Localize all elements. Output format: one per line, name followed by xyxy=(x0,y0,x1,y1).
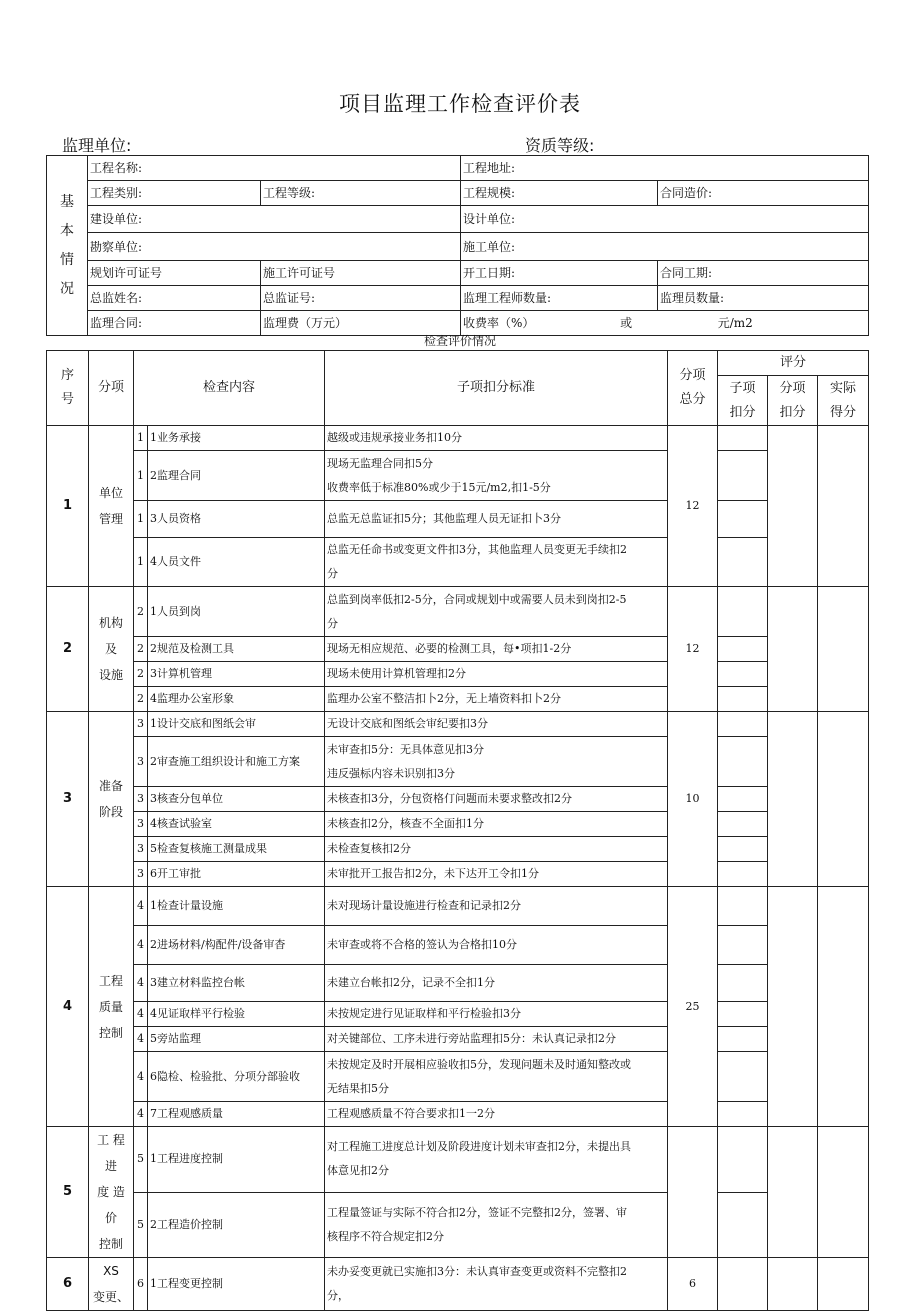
sub-deduct-cell[interactable] xyxy=(718,926,768,965)
section-name-line: 度 造 价 xyxy=(97,1185,125,1225)
section-name-line: 变更、 xyxy=(92,1290,129,1304)
row-num: 2 xyxy=(134,662,148,687)
section-name xyxy=(89,712,134,887)
deduction-criteria xyxy=(325,426,668,451)
sub-deduct-cell[interactable] xyxy=(718,837,768,862)
col-seq-line: 序 xyxy=(60,368,74,383)
table-row xyxy=(47,812,869,837)
section-name-line: 及 xyxy=(104,642,117,656)
row-num: 2 xyxy=(134,637,148,662)
actual-score-cell[interactable] xyxy=(818,1258,869,1311)
designer-cell: 设计单位: xyxy=(461,206,869,233)
criteria-line: 分， xyxy=(327,1289,350,1302)
project-address-cell: 工程地址: xyxy=(461,156,869,181)
row-num: 4 xyxy=(134,1002,148,1027)
criteria-line: 未办妥变更就已实施扣3分：未认真审查变更或资料不完整扣2 xyxy=(327,1265,628,1278)
col-actual-line: 得分 xyxy=(830,404,857,420)
deduction-criteria xyxy=(325,1002,668,1027)
actual-score-cell[interactable] xyxy=(818,712,869,887)
builder-cell: 建设单位: xyxy=(88,206,461,233)
basic-info-table xyxy=(46,155,869,336)
deduction-criteria xyxy=(325,862,668,887)
check-content: 4核查试验室 xyxy=(148,812,325,837)
col-criteria: 子项扣分标准 xyxy=(325,351,668,426)
planning-permit-cell: 规划许可证号 xyxy=(88,261,261,286)
col-actual xyxy=(818,376,869,426)
sub-deduct-cell[interactable] xyxy=(718,887,768,926)
table-row xyxy=(47,887,869,926)
sub-deduct-cell[interactable] xyxy=(718,662,768,687)
col-total-line: 总分 xyxy=(679,392,706,407)
contract-price-cell: 合同造价: xyxy=(658,181,869,206)
section-seq: 2 xyxy=(47,587,89,712)
row-num: 3 xyxy=(134,862,148,887)
criteria-line: 现场无相应规范、必要的检测工具，每•项扣1-2分 xyxy=(327,642,572,655)
check-content: 2监理合同 xyxy=(148,451,325,501)
table-row xyxy=(47,501,869,538)
sub-deduct-cell[interactable] xyxy=(718,587,768,637)
check-content: 1工程变更控制 xyxy=(148,1258,325,1311)
actual-score-cell[interactable] xyxy=(818,887,869,1127)
section-total xyxy=(668,1127,718,1258)
deduction-criteria xyxy=(325,887,668,926)
section-total: 12 xyxy=(668,587,718,712)
sub-deduct-cell[interactable] xyxy=(718,501,768,538)
col-item-deduct xyxy=(768,376,818,426)
check-content: 4见证取样平行检验 xyxy=(148,1002,325,1027)
row-num: 3 xyxy=(134,712,148,737)
row-num: 1 xyxy=(134,501,148,538)
row-num: 3 xyxy=(134,837,148,862)
row-num: 3 xyxy=(134,787,148,812)
row-num: 5 xyxy=(134,1192,148,1258)
table-row xyxy=(47,1002,869,1027)
sub-deduct-cell[interactable] xyxy=(718,737,768,787)
criteria-line: 未核查扣2分，核查不全面扣1分 xyxy=(327,817,485,830)
deduction-criteria xyxy=(325,1027,668,1052)
check-content: 1设计交底和图纸会审 xyxy=(148,712,325,737)
or-label: 或 xyxy=(620,316,633,330)
item-deduct-cell[interactable] xyxy=(768,1258,818,1311)
criteria-line: 现场无监理合同扣5分 xyxy=(327,456,434,470)
criteria-line: 未审批开工报告扣2分，未下达开工令扣1分 xyxy=(327,867,540,880)
item-deduct-cell[interactable] xyxy=(768,426,818,587)
col-sub-deduct xyxy=(718,376,768,426)
table-row xyxy=(47,926,869,965)
deduction-criteria xyxy=(325,501,668,538)
table-row xyxy=(47,1127,869,1193)
criteria-line: 对关键部位、工序未进行旁站监理扣5分：未认真记录扣2分 xyxy=(327,1032,617,1045)
project-scale-cell: 工程规模: xyxy=(461,181,658,206)
item-deduct-cell[interactable] xyxy=(768,712,818,887)
check-content: 1检查计量设施 xyxy=(148,887,325,926)
table-row xyxy=(47,737,869,787)
check-content: 2规范及检测工具 xyxy=(148,637,325,662)
criteria-line: 总监到岗率低扣2-5分，合同或规划中或需要人员未到岗扣2-5 xyxy=(327,592,627,606)
check-content: 5检查复核施工测量成果 xyxy=(148,837,325,862)
table-row xyxy=(47,965,869,1002)
check-content: 3核查分包单位 xyxy=(148,787,325,812)
section-seq: 4 xyxy=(47,887,89,1127)
criteria-line: 核程序不符合规定扣2分 xyxy=(327,1229,445,1243)
sub-deduct-cell[interactable] xyxy=(718,451,768,501)
contract-period-cell: 合同工期: xyxy=(658,261,869,286)
fee-rate-label: 收费率（%） xyxy=(463,316,535,330)
section-seq: 5 xyxy=(47,1127,89,1258)
table-row xyxy=(47,687,869,712)
table-row xyxy=(47,1052,869,1102)
sub-deduct-cell[interactable] xyxy=(718,965,768,1002)
table-row xyxy=(47,1192,869,1258)
col-content: 检查内容 xyxy=(134,351,325,426)
basic-info-side-label xyxy=(47,156,88,336)
col-seq xyxy=(47,351,89,426)
deduction-criteria xyxy=(325,687,668,712)
section-total: 6 xyxy=(668,1258,718,1311)
deduction-criteria xyxy=(325,1052,668,1102)
table-row xyxy=(47,538,869,587)
sub-deduct-cell[interactable] xyxy=(718,538,768,587)
staff-count-cell: 监理员数量: xyxy=(658,286,869,311)
criteria-line: 收费率低于标准80%或少于15元/m2,扣1-5分 xyxy=(327,480,551,494)
sub-deduct-cell[interactable] xyxy=(718,1102,768,1127)
col-category: 分项 xyxy=(89,351,134,426)
sub-deduct-cell[interactable] xyxy=(718,1127,768,1193)
table-row xyxy=(47,662,869,687)
criteria-line: 分 xyxy=(327,616,339,630)
col-total xyxy=(668,351,718,426)
engineer-count-cell: 监理工程师数量: xyxy=(461,286,658,311)
row-num: 1 xyxy=(134,538,148,587)
sub-deduct-cell[interactable] xyxy=(718,862,768,887)
criteria-line: 分 xyxy=(327,567,339,580)
deduction-criteria xyxy=(325,812,668,837)
criteria-line: 工程量签证与实际不符合扣2分，签证不完整扣2分，签署、审 xyxy=(327,1205,628,1219)
deduction-criteria xyxy=(325,965,668,1002)
criteria-line: 未检查复核扣2分 xyxy=(327,842,412,855)
section-name xyxy=(89,1258,134,1311)
section-name-line: 控制 xyxy=(98,1025,123,1040)
sub-deduct-cell[interactable] xyxy=(718,1258,768,1311)
check-content: 2进场材料/构配件/设备审杳 xyxy=(148,926,325,965)
check-content: 2审查施工组织设计和施工方案 xyxy=(148,737,325,787)
item-deduct-cell[interactable] xyxy=(768,1127,818,1258)
col-score: 评分 xyxy=(718,351,869,376)
section-name xyxy=(89,426,134,587)
section-name-line: 管理 xyxy=(98,512,123,526)
sub-deduct-cell[interactable] xyxy=(718,1052,768,1102)
chief-cert-cell: 总监证号: xyxy=(261,286,461,311)
criteria-line: 未按规定进行见证取样和平行检验扣3分 xyxy=(327,1007,522,1020)
section-name-line: 工程 xyxy=(98,973,123,988)
deduction-criteria xyxy=(325,787,668,812)
criteria-line: 未核查扣3分，分包资格仃问题而未要求整改扣2分 xyxy=(327,792,573,805)
table-row xyxy=(47,451,869,501)
section-name xyxy=(89,587,134,712)
row-num: 4 xyxy=(134,887,148,926)
check-content: 1工程进度控制 xyxy=(148,1127,325,1193)
item-deduct-cell[interactable] xyxy=(768,887,818,1127)
section-total: 25 xyxy=(668,887,718,1127)
deduction-criteria xyxy=(325,1127,668,1193)
check-content: 3建立材料监控台帐 xyxy=(148,965,325,1002)
row-num: 5 xyxy=(134,1127,148,1193)
section-name-line: 质量 xyxy=(98,999,123,1014)
section-name-line: 设施 xyxy=(98,668,123,682)
criteria-line: 体意见扣2分 xyxy=(327,1164,390,1178)
sub-deduct-cell[interactable] xyxy=(718,687,768,712)
side-char: 况 xyxy=(60,280,74,297)
section-name xyxy=(89,887,134,1127)
check-content: 4人员文件 xyxy=(148,538,325,587)
table-row xyxy=(47,1027,869,1052)
row-num: 4 xyxy=(134,926,148,965)
check-content: 6隐检、检验批、分项分部验收 xyxy=(148,1052,325,1102)
project-grade-cell: 工程等级: xyxy=(261,181,461,206)
project-name-cell: 工程名称: xyxy=(88,156,461,181)
side-char: 情 xyxy=(60,251,74,268)
start-date-cell: 开工日期: xyxy=(461,261,658,286)
deduction-criteria xyxy=(325,712,668,737)
deduction-criteria xyxy=(325,637,668,662)
criteria-line: 违反强标内容未识别扣3分 xyxy=(327,766,456,780)
row-num: 1 xyxy=(134,426,148,451)
check-content: 3人员资格 xyxy=(148,501,325,538)
sub-deduct-cell[interactable] xyxy=(718,426,768,451)
chief-name-cell: 总监姓名: xyxy=(88,286,261,311)
criteria-line: 工程观感质量不符合要求扣1一2分 xyxy=(327,1107,496,1120)
row-num: 2 xyxy=(134,687,148,712)
col-sub-deduct-line: 扣分 xyxy=(729,404,756,420)
check-content: 1人员到岗 xyxy=(148,587,325,637)
qualification-grade-label: 资质等级: xyxy=(525,136,595,155)
sub-deduct-cell[interactable] xyxy=(718,1027,768,1052)
check-content: 5旁站监理 xyxy=(148,1027,325,1052)
check-content: 3计算机管理 xyxy=(148,662,325,687)
actual-score-cell[interactable] xyxy=(818,587,869,712)
contract-cell: 监理合同: xyxy=(88,311,261,336)
criteria-line: 未审查扣5分：无具体意见扣3分 xyxy=(327,742,485,756)
col-actual-line: 实际 xyxy=(830,380,857,396)
row-num: 4 xyxy=(134,1102,148,1127)
evaluation-table xyxy=(46,350,869,1311)
criteria-line: 越级或违规承接业务扣10分 xyxy=(327,431,463,444)
check-content: 1业务承接 xyxy=(148,426,325,451)
row-num: 1 xyxy=(134,451,148,501)
criteria-line: 对工程施工进度总计划及阶段进度计划未审查扣2分，未提出具 xyxy=(327,1140,632,1154)
page-title: 项目监理工作检查评价表 xyxy=(339,92,581,116)
fee-cell: 监理费（万元） xyxy=(261,311,461,336)
deduction-criteria xyxy=(325,926,668,965)
sub-deduct-cell[interactable] xyxy=(718,787,768,812)
project-type-cell: 工程类别: xyxy=(88,181,261,206)
section-name-line: 机构 xyxy=(98,616,123,630)
section-name-line: 单位 xyxy=(98,486,123,500)
criteria-line: 现场未使用计算机管理扣2分 xyxy=(327,667,467,680)
sub-deduct-cell[interactable] xyxy=(718,812,768,837)
item-deduct-cell[interactable] xyxy=(768,587,818,712)
section-total: 10 xyxy=(668,712,718,887)
table-row xyxy=(47,787,869,812)
surveyor-cell: 勘察单位: xyxy=(88,233,461,261)
deduction-criteria xyxy=(325,1192,668,1258)
criteria-line: 未按规定及时开展相应验收扣5分，发现问题未及时通知整改或 xyxy=(327,1057,632,1071)
table-row xyxy=(47,1258,869,1311)
section-seq: 1 xyxy=(47,426,89,587)
table-row xyxy=(47,587,869,637)
table-row xyxy=(47,712,869,737)
criteria-line: 监理办公室不整洁扣卜2分，无上墙资料扣卜2分 xyxy=(327,692,562,705)
deduction-criteria xyxy=(325,1102,668,1127)
evaluation-body xyxy=(47,426,869,1311)
section-title: 检查评价情况 xyxy=(423,334,496,348)
deduction-criteria xyxy=(325,451,668,501)
side-char: 本 xyxy=(60,222,74,239)
check-content: 6开工审批 xyxy=(148,862,325,887)
actual-score-cell[interactable] xyxy=(818,426,869,587)
sub-deduct-cell[interactable] xyxy=(718,1192,768,1258)
row-num: 4 xyxy=(134,1052,148,1102)
section-total: 12 xyxy=(668,426,718,587)
criteria-line: 无设计交底和图纸会审纪要扣3分 xyxy=(327,717,489,730)
per-m2-label: 元/m2 xyxy=(717,316,753,330)
col-item-deduct-line: 分项 xyxy=(779,380,806,396)
check-content: 7工程观感质量 xyxy=(148,1102,325,1127)
col-sub-deduct-line: 子项 xyxy=(729,380,756,396)
section-name-line: 控制 xyxy=(98,1237,123,1251)
criteria-line: 总监无总监证扣5分；其他监理人员无证扣卜3分 xyxy=(327,512,562,525)
check-content: 2工程造价控制 xyxy=(148,1192,325,1258)
criteria-line: 未审查或将不合格的签认为合格扣10分 xyxy=(327,938,518,951)
section-seq: 6 xyxy=(47,1258,89,1311)
criteria-line: 未建立台帐扣2分，记录不全扣1分 xyxy=(327,976,496,989)
col-seq-line: 号 xyxy=(60,392,74,407)
deduction-criteria xyxy=(325,837,668,862)
check-content: 4监理办公室形象 xyxy=(148,687,325,712)
table-row xyxy=(47,862,869,887)
row-num: 2 xyxy=(134,587,148,637)
section-name-line: XS xyxy=(103,1264,119,1278)
col-item-deduct-line: 扣分 xyxy=(779,404,806,420)
actual-score-cell[interactable] xyxy=(818,1127,869,1258)
row-num: 6 xyxy=(134,1258,148,1311)
criteria-line: 无结果扣5分 xyxy=(327,1081,390,1095)
table-row xyxy=(47,426,869,451)
table-row xyxy=(47,837,869,862)
deduction-criteria xyxy=(325,1258,668,1311)
row-num: 4 xyxy=(134,965,148,1002)
sub-deduct-cell[interactable] xyxy=(718,1002,768,1027)
criteria-line: 未对现场计量设施进行检查和记录扣2分 xyxy=(327,899,522,912)
section-name-line: 阶段 xyxy=(98,805,123,819)
construction-permit-cell: 施工许可证号 xyxy=(261,261,461,286)
row-num: 4 xyxy=(134,1027,148,1052)
col-total-line: 分项 xyxy=(679,368,706,383)
constructor-cell: 施工单位: xyxy=(461,233,869,261)
section-name-line: 准备 xyxy=(98,779,123,793)
sub-deduct-cell[interactable] xyxy=(718,637,768,662)
table-row xyxy=(47,637,869,662)
table-row xyxy=(47,1102,869,1127)
section-name xyxy=(89,1127,134,1258)
deduction-criteria xyxy=(325,587,668,637)
side-char: 基 xyxy=(60,193,74,210)
deduction-criteria xyxy=(325,737,668,787)
deduction-criteria xyxy=(325,538,668,587)
criteria-line: 总监无任命书或变更文件扣3分，其他监理人员变更无手续扣2 xyxy=(327,543,628,556)
supervision-unit-label: 监理单位: xyxy=(62,136,132,155)
section-name-line: 工 程 进 xyxy=(97,1133,125,1173)
section-seq: 3 xyxy=(47,712,89,887)
deduction-criteria xyxy=(325,662,668,687)
sub-deduct-cell[interactable] xyxy=(718,712,768,737)
row-num: 3 xyxy=(134,812,148,837)
row-num: 3 xyxy=(134,737,148,787)
